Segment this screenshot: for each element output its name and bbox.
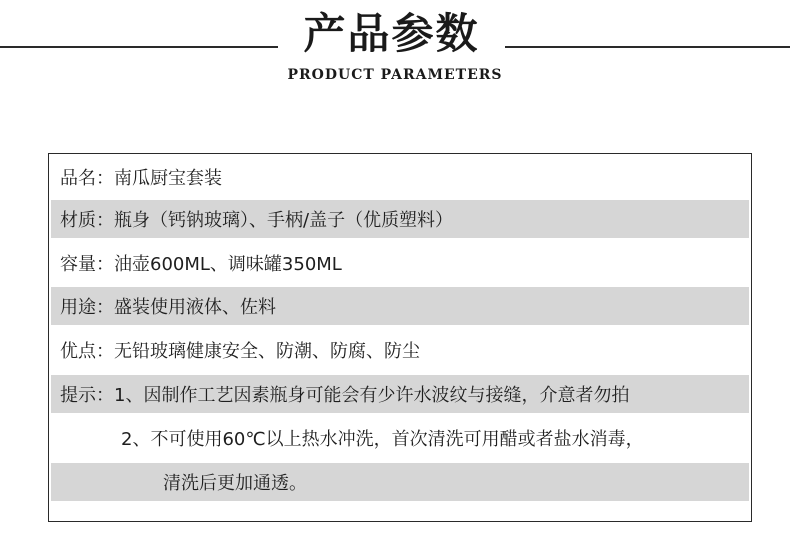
section-title: 产品参数	[303, 9, 480, 58]
param-capacity-text: 容量：油壶600ML、调味罐350ML	[60, 254, 342, 275]
param-material-text: 材质：瓶身（钙钠玻璃）、手柄/盖子（优质塑料）	[60, 210, 454, 231]
param-row-tip-3	[51, 463, 749, 501]
param-row-usage	[51, 287, 749, 325]
parameters-table	[48, 153, 752, 522]
param-name-text: 品名：南瓜厨宝套装	[60, 168, 222, 189]
section-header	[0, 0, 790, 100]
param-row-material	[51, 200, 749, 238]
header-rule-left	[0, 46, 278, 48]
param-tip-2-text: 2、不可使用60℃以上热水冲洗，首次清洗可用醋或者盐水消毒，	[121, 429, 644, 450]
param-row-tip-1	[51, 375, 749, 413]
param-usage-text: 用途：盛装使用液体、佐料	[60, 297, 276, 318]
param-row-tip-2	[51, 419, 749, 457]
param-tip-3-text: 清洗后更加通透。	[163, 473, 307, 494]
param-row-capacity	[51, 244, 749, 282]
param-tip-1-text: 提示：1、因制作工艺因素瓶身可能会有少许水波纹与接缝，介意者勿拍	[60, 385, 630, 406]
header-rule-right	[505, 46, 790, 48]
section-subtitle: PRODUCT PARAMETERS	[287, 67, 503, 83]
param-advantages-text: 优点：无铅玻璃健康安全、防潮、防腐、防尘	[60, 341, 420, 362]
param-row-advantages	[51, 331, 749, 369]
param-row-name	[51, 158, 749, 196]
